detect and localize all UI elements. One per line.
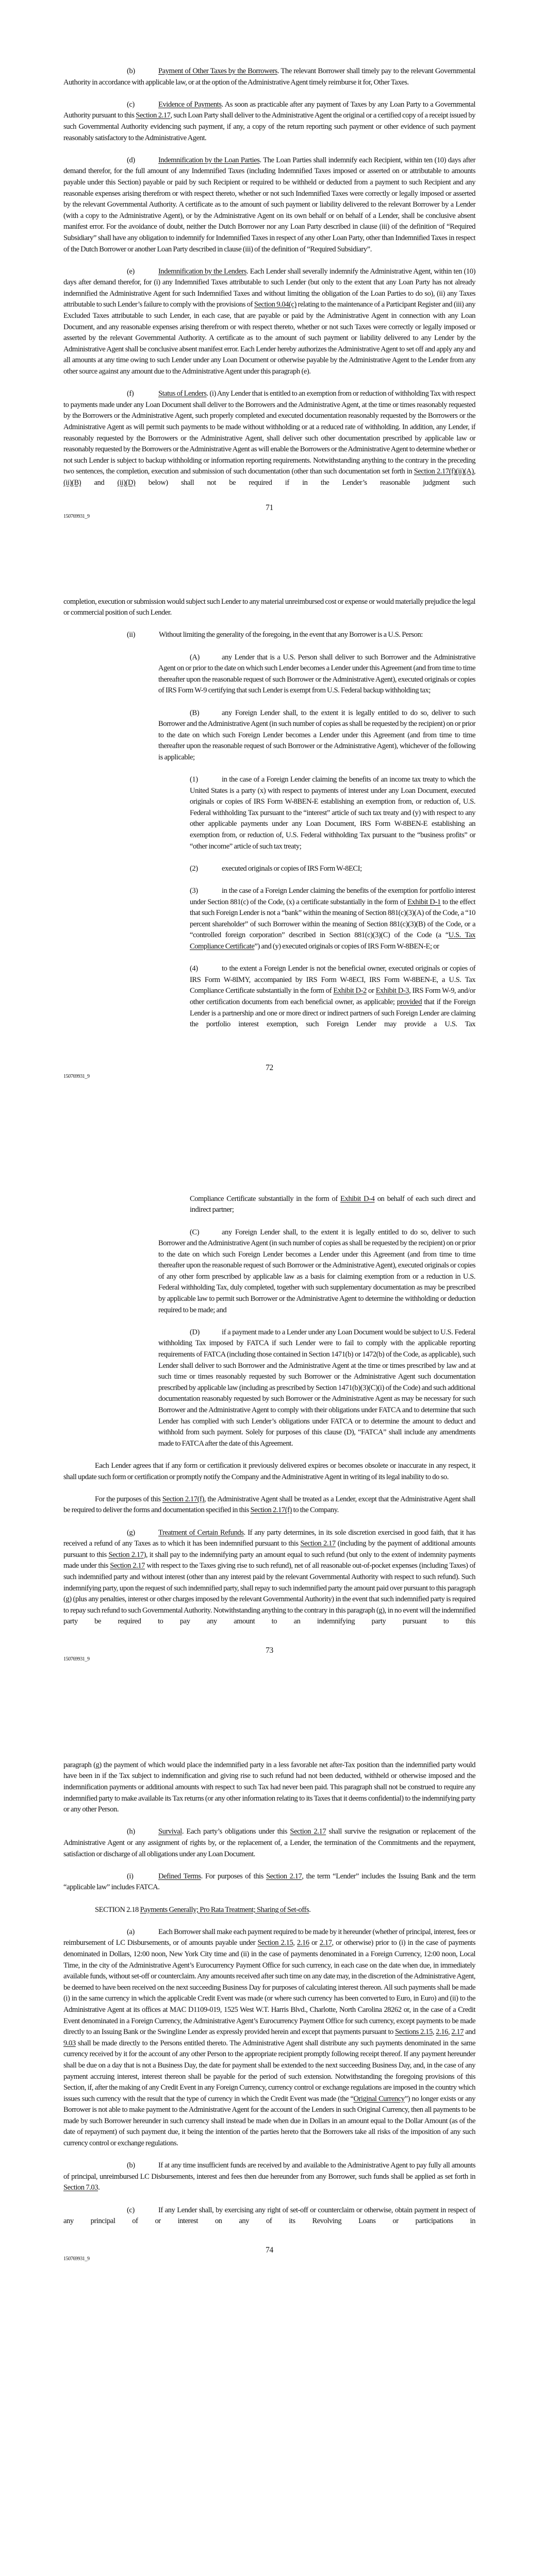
- text-run: ”) and (y) executed originals or copies of IRS Form W-8BEN-E; or: [254, 942, 439, 951]
- cross-reference: Section 2.17: [136, 111, 171, 120]
- paragraph-label: (1): [190, 775, 198, 784]
- cross-reference: 2.17: [451, 2028, 464, 2037]
- paragraph: [190, 774, 475, 852]
- text-run: Each Lender agrees that if any form or certification it previously delivered expires or becomes obsolete or inaccurate in any respect, it shall update such form or certification or promptly notify the Company and the Administrative Agent in writing of its legal inability to do so.: [63, 1461, 475, 1481]
- text-run: or: [309, 1939, 320, 1947]
- paragraph-label: (h): [127, 1827, 135, 1836]
- text-run: below) shall not be required if in the Lender’s reasonable judgment such: [135, 478, 475, 487]
- cross-reference: 2.17: [319, 1939, 332, 1947]
- paragraph-label: (3): [190, 887, 198, 895]
- cross-reference: Section 2.17: [108, 1550, 144, 1559]
- text-run: Each Borrower shall make each payment required to be made by it hereunder (whether of principal, interest, fees or reimbursement of LC Disbursements, or of amounts payable under: [63, 1927, 475, 1947]
- paragraph: [63, 99, 475, 144]
- document-id: 150769931_9: [63, 513, 90, 519]
- text-run: relating to the maintenance of a Participant Register and (iii) any Excluded Taxes attributable to such Lender, in each case, that are payable or paid by the Administrative Agent in connection with any Loan Document, and any reasonable expenses arising therefrom or with respect thereto, whether or not such Taxes were correctly or legally imposed or asserted by the relevant Governmental Authority. A certificate as to the amount of such payment or liability delivered to any Lender by the Administrative Agent shall be conclusive absent manifest error. Each Lender hereby authorizes the Administrative Agent to set off and apply any and all amounts at any time owing to such Lender under any Loan Document or otherwise payable by the Administrative Agent to the Lender from any other source against any amount due to the Administrative Agent under this paragraph (e).: [63, 300, 475, 376]
- text-run: . As soon as practicable after any payment of Taxes by any Loan Party to a Governmental Authority pursuant to this: [63, 100, 475, 120]
- text-run: For the purposes of this: [95, 1495, 162, 1503]
- cross-reference: Section 2.15: [257, 1939, 293, 1947]
- text-run: that if the Foreign Lender is a partnership and one or more direct or indirect partners of such Foreign Lender are claiming the portfolio interest exemption, such Foreign Lender may provide a U.S. Tax: [190, 997, 475, 1029]
- paragraph: [63, 1494, 475, 1516]
- page-number: 72: [266, 1063, 273, 1072]
- page: [0, 1662, 544, 2282]
- paragraph: [63, 1461, 475, 1483]
- paragraph: [158, 652, 475, 697]
- document-id: 150769931_9: [63, 1073, 90, 1079]
- cross-reference: Treatment of Certain Refunds: [158, 1528, 244, 1537]
- text-run: to the extent a Foreign Lender is not the beneficial owner, executed originals or copies of IRS Form W-8IMY, accompanied by IRS Form W-8ECI, IRS Form W-8BEN-E, a U.S. Tax Compliance Certificate substantially in the form of: [190, 964, 475, 995]
- text-run: , the term “Lender” includes the Issuing Bank and the term “applicable law” includes FATCA.: [63, 1872, 475, 1892]
- text-run: (including by the payment of additional amounts pursuant to this: [63, 1539, 475, 1559]
- paragraph-label: (i): [127, 1872, 134, 1880]
- paragraph: [158, 1327, 475, 1450]
- paragraph-label: (c): [127, 100, 135, 109]
- page-body: [63, 1760, 475, 2227]
- document-id: 150769931_9: [63, 1656, 90, 1662]
- text-run: . For purposes of this: [201, 1872, 266, 1880]
- text-run: and: [81, 478, 118, 487]
- paragraph-label: (b): [127, 2161, 135, 2170]
- section-heading: [63, 1905, 475, 1916]
- paragraph: [158, 1227, 475, 1316]
- paragraph-label: (b): [127, 67, 135, 75]
- cross-reference: Exhibit D-1: [407, 897, 441, 906]
- paragraph-label: (a): [127, 1927, 135, 1936]
- paragraph-label: (f): [127, 389, 134, 398]
- cross-reference: provided: [397, 997, 422, 1006]
- text-run: ”) no longer exists or any Borrower is not able to make payment to the Administrative Agent for the account of the Lenders in such Original Currency, then all payments to be made by such Borrower hereunder in such currency shall instead be made when due in Dollars in an amount equal to the Dollar Amount (as of the date of repayment) of such payment due, it being the intention of the parties hereto that the Borrowers take all risks of the imposition of any such currency control or exchange regulations.: [63, 2094, 475, 2148]
- cross-reference: U.S. Tax Compliance Certificate: [190, 931, 475, 951]
- text-run: Compliance Certificate substantially in the form of: [190, 1194, 341, 1203]
- paragraph-label: (C): [190, 1228, 200, 1236]
- text-run: shall survive the resignation or replacement of the Administrative Agent or any assignment of rights by, or the replacement of, a Lender, the termination of the Commitments and the repayment, satisfaction or discharge of all obligations under any Loan Document.: [63, 1827, 476, 1858]
- page-body: [63, 66, 475, 489]
- paragraph: [158, 708, 475, 764]
- text-run: and: [464, 2028, 475, 2037]
- cross-reference: Defined Terms: [158, 1872, 201, 1880]
- cross-reference: 2.16: [436, 2028, 448, 2037]
- paragraph: [63, 2205, 475, 2227]
- cross-reference: Section 9.04(c): [254, 300, 296, 309]
- text-run: If at any time insufficient funds are received by and available to the Administrative Agent to pay fully all amounts of principal, unreimbursed LC Disbursements, interest and fees then due hereunder from any Borrower, such funds shall be applied as set forth in: [63, 2161, 475, 2181]
- text-run: .: [98, 2183, 100, 2192]
- text-run: ,: [448, 2028, 452, 2037]
- page-number: 74: [266, 2245, 273, 2255]
- cross-reference: Indemnification by the Loan Parties: [158, 156, 260, 164]
- cross-reference: Sections 2.15: [395, 2028, 433, 2037]
- cross-reference: Section 2.17: [266, 1872, 302, 1880]
- paragraph-label: (c): [127, 2206, 135, 2214]
- text-run: . Each Lender shall severally indemnify the Administrative Agent, within ten (10) days after demand therefor, for (i) any Indemnified Taxes attributable to such Lender (but only to the extent that any Loan Party has not already indemnified the Administrative Agent for such Indemnified Taxes and without limiting the obligation of the Loan Parties to do so), (ii) any Taxes attributable to such Lender’s failure to comply with the provisions of: [63, 267, 476, 309]
- page-body: [63, 597, 475, 1030]
- text-run: . (i) Any Lender that is entitled to an exemption from or reduction of withholding Tax with respect to payments made under any Loan Document shall deliver to the Borrowers and the Administrative Agent, at the time or times reasonably requested by the Borrowers or the Administrative Agent, such properly completed and executed documentation reasonably requested by the Borrowers or the Administrative Agent as will permit such payments to be made without withholding or at a reduced rate of withholding. In addition, any Lender, if reasonably requested by the Borrowers or the Administrative Agent, shall deliver such other documentation prescribed by applicable law or reasonably requested by the Borrowers or the Administrative Agent as will enable the Borrowers or the Administrative Agent to determine whether or not such Lender is subject to backup withholding or information reporting requirements. Notwithstanding anything to the contrary in the preceding two sentences, the completion, execution and submission of such documentation (other than such documentation set forth in: [63, 389, 475, 476]
- page: [0, 1079, 544, 1662]
- text-run: paragraph (g) the payment of which would place the indemnified party in a less favorable net after-Tax position than the indemnified party would have been in if the Tax subject to indemnification and giving rise to such refund had not been deducted, withheld or otherwise imposed and the indemnification payments or additional amounts with respect to such Tax had never been paid. This paragraph shall not be construed to require any indemnified party to make available its Tax returns (or any other information relating to its Taxes that it deems confidential) to the indemnifying party or any other Person.: [63, 1760, 475, 1814]
- page-footer: [63, 1646, 475, 1662]
- paragraph: [190, 963, 475, 1030]
- cross-reference: Section 2.17: [110, 1562, 145, 1570]
- text-run: If any Lender shall, by exercising any right of set-off or counterclaim or otherwise, obtain payment in respect of any principal of or interest on any of its Revolving Loans or participations in: [63, 2206, 475, 2226]
- text-run: Without limiting the generality of the foregoing, in the event that any Borrower is a U.S. Person:: [159, 631, 423, 639]
- paragraph: [63, 1927, 475, 2149]
- paragraph-label: (g): [127, 1528, 135, 1537]
- paragraph: [63, 1760, 475, 1816]
- paragraph-label: (4): [190, 964, 198, 973]
- text-run: in the case of a Foreign Lender claiming the benefits of an income tax treaty to which the United States is a party (x) with respect to payments of interest under any Loan Document, executed originals or copies of IRS Form W-8BEN-E establishing an exemption from, or reduction of, U.S. Federal withholding Tax pursuant to the “interest” article of such tax treaty and (y) with respect to any other applicable payments under any Loan Document, IRS Form W-8BEN-E establishing an exemption from, or reduction of, U.S. Federal withholding Tax pursuant to the “business profits” or “other income” article of such tax treaty;: [190, 775, 475, 851]
- page: [0, 0, 544, 519]
- paragraph-label: (B): [190, 708, 200, 717]
- text-run: any Lender that is a U.S. Person shall deliver to such Borrower and the Administrative Agent on or prior to the date on which such Lender becomes a Lender under this Agreement (and from time to time thereafter upon the reasonable request of such Borrower or the Administrative Agent), executed originals or copies of IRS Form W-9 certifying that such Lender is exempt from U.S. Federal backup withholding tax;: [158, 653, 475, 695]
- text-run: ,: [432, 2028, 436, 2037]
- page-footer: [63, 503, 475, 519]
- cross-reference: 2.16: [296, 1939, 309, 1947]
- text-run: or: [366, 987, 376, 995]
- paragraph: [190, 1194, 475, 1216]
- cross-reference: Indemnification by the Lenders: [158, 267, 247, 276]
- text-run: with respect to the Taxes giving rise to such refund), net of all reasonable out-of-pocket expenses (including Taxes) of such indemnified party and without interest (other than any interest paid by the relevant Governmental Authority with respect to such refund). Such indemnifying party, upon the request of such indemnified party, shall repay to such indemnified party the amount paid over pursuant to this paragraph (g) (plus any penalties, interest or other charges imposed by the relevant Governmental Authority) in the event that such indemnified party is required to repay such refund to such Governmental Authority. Notwithstanding anything to the contrary in this paragraph (g), in no event will the indemnified party be required to pay any amount to an indemnifying party pursuant to this: [63, 1562, 475, 1626]
- text-run: shall be made directly to the Persons entitled thereto. The Administrative Agent shall distribute any such payments denominated in the same currency received by it for the account of any other Person to the appropriate recipient promptly following receipt thereof. If any payment hereunder shall be due on a day that is not a Business Day, the date for payment shall be extended to the next succeeding Business Day, and, in the case of any payment accruing interest, interest thereon shall be payable for the period of such extension. Notwithstanding the foregoing provisions of this Section, if, after the making of any Credit Event in any Foreign Currency, currency control or exchange regulations are imposed in the country which issues such currency with the result that the type of currency in which the Credit Event was made (the “: [63, 2039, 475, 2103]
- text-run: any Foreign Lender shall, to the extent it is legally entitled to do so, deliver to such Borrower and the Administrative Agent (in such number of copies as shall be requested by the recipient) on or prior to the date on which such Foreign Lender becomes a Lender under this Agreement (and from time to time thereafter upon the reasonable request of such Borrower or the Administrative Agent), executed originals or copies of any other form prescribed by applicable law as a basis for claiming exemption from or a reduction in U.S. Federal withholding Tax, duly completed, together with such supplementary documentation as may be prescribed by applicable law to permit such Borrower or the Administrative Agent to determine the withholding or deduction required to be made; and: [158, 1228, 475, 1314]
- paragraph: [63, 266, 475, 378]
- cross-reference: Original Currency: [353, 2094, 405, 2103]
- paragraph: [95, 630, 475, 641]
- cross-reference: Section 2.17(f)(ii)(A): [414, 467, 474, 476]
- page-footer: [63, 1063, 475, 1079]
- text-run: to the Company.: [291, 1506, 339, 1515]
- text-run: completion, execution or submission would subject such Lender to any material unreimbursed cost or expense or would materially prejudice the legal or commercial position of such Lender.: [63, 597, 475, 617]
- paragraph: [63, 597, 475, 619]
- paragraph-label: (D): [190, 1328, 200, 1336]
- cross-reference: Section 2.17: [290, 1827, 326, 1836]
- text-run: in the case of a Foreign Lender claiming the benefits of the exemption for portfolio interest under Section 881(c) of the Code, (x) a certificate substantially in the form of: [190, 887, 475, 906]
- cross-reference: Payment of Other Taxes by the Borrowers: [158, 67, 277, 75]
- cross-reference: Status of Lenders: [158, 389, 207, 398]
- paragraph: [63, 155, 475, 255]
- text-run: ), it shall pay to the indemnifying party an amount equal to such refund (but only to the extent of indemnity payments made under this: [63, 1550, 475, 1570]
- paragraph-label: (A): [190, 653, 200, 662]
- cross-reference: Section 2.17: [300, 1539, 336, 1548]
- cross-reference: Evidence of Payments: [158, 100, 222, 109]
- paragraph: [63, 1528, 475, 1628]
- paragraph: [63, 388, 475, 488]
- cross-reference: Section 2.17(f): [162, 1495, 204, 1503]
- cross-reference: 9.03: [63, 2039, 76, 2047]
- paragraph: [63, 66, 475, 88]
- page-number: 71: [266, 503, 273, 512]
- page-body: [63, 1194, 475, 1628]
- text-run: . The Loan Parties shall indemnify each Recipient, within ten (10) days after demand therefor, for the full amount of any Indemnified Taxes (including Indemnified Taxes imposed or asserted on or attributable to amounts payable under this Section) payable or paid by such Recipient or required to be withheld or deducted from a payment to such Recipient and any reasonable expenses arising therefrom or with respect thereto, whether or not such Indemnified Taxes were correctly or legally imposed or asserted by the relevant Governmental Authority. A certificate as to the amount of such payment or liability delivered to the relevant Borrower by a Lender (with a copy to the Administrative Agent), or by the Administrative Agent on its own behalf or on behalf of a Lender, shall be conclusive absent manifest error. For the avoidance of doubt, neither the Dutch Borrower nor any Loan Party described in clause (iii) of the definition of “Required Subsidiary” shall have any obligation to indemnify for Indemnified Taxes in respect of any other Loan Party, other than Indemnified Taxes in respect of the Dutch Borrower or another Loan Party described in clause (iii) of the definition of “Required Subsidiary”.: [63, 156, 475, 253]
- text-run: . Each party’s obligations under this: [182, 1827, 290, 1836]
- cross-reference: Section 7.03: [63, 2183, 98, 2192]
- text-run: on behalf of each such direct and indirect partner;: [190, 1194, 475, 1214]
- cross-reference: (ii)(B): [63, 478, 81, 487]
- cross-reference: Exhibit D-2: [333, 987, 367, 995]
- paragraph: [190, 886, 475, 953]
- paragraph: [190, 863, 475, 875]
- paragraph-label: (e): [127, 267, 135, 276]
- text-run: to the effect that such Foreign Lender is not a “bank” within the meaning of Section 881(c)(3)(A) of the Code, a “10 percent shareholder” of such Borrower within the meaning of Section 881(c)(3)(B) of the Code, or a “controlled foreign corporation” described in Section 881(c)(3)(C) of the Code (a “: [190, 897, 475, 940]
- paragraph: [63, 1826, 475, 1860]
- document-id: 150769931_9: [63, 2256, 90, 2262]
- text-run: SECTION 2.18: [95, 1905, 140, 1914]
- paragraph: [63, 2160, 475, 2194]
- page-number: 73: [266, 1646, 273, 1655]
- text-run: . The relevant Borrower shall timely pay to the relevant Governmental Authority in accordance with applicable law, or at the option of the Administrative Agent timely reimburse it for, Other Taxes.: [63, 67, 475, 87]
- text-run: , IRS Form W-9, and/or other certification documents from each beneficial owner, as applicable;: [190, 987, 475, 1006]
- text-run: ,: [293, 1939, 297, 1947]
- cross-reference: Section 2.17(f): [250, 1506, 292, 1515]
- cross-reference: Exhibit D-3: [375, 987, 409, 995]
- paragraph: [63, 1871, 475, 1893]
- paragraph-label: (ii): [127, 631, 136, 639]
- paragraph-label: (d): [127, 156, 135, 164]
- page-footer: [63, 2246, 475, 2282]
- cross-reference: Payments Generally; Pro Rata Treatment; Sharing of Set-offs: [140, 1905, 309, 1914]
- text-run: , or otherwise) prior to (i) in the case of payments denominated in Dollars, 12:00 noon, New York City time and (ii) in the case of payments denominated in a Foreign Currency, 12:00 noon, Local Time, in the city of the Administrative Agent’s Eurocurrency Payment Office for such currency, in each case on the date when due, in immediately available funds, without set-off or counterclaim. Any amounts received after such time on any date may, in the discretion of the Administrative Agent, be deemed to have been received on the next succeeding Business Day for purposes of calculating interest thereon. All such payments shall be made (i) in the same currency in which the applicable Credit Event was made (or where such currency has been converted to Euro, in Euro) and (ii) to the Administrative Agent at its offices at MAC D1109-019, 1525 West W.T. Harris Blvd., Charlotte, North Carolina 28262 or, in the case of a Credit Event denominated in a Foreign Currency, the Administrative Agent’s Eurocurrency Payment Office for such currency, except payments to be made directly to an Issuing Bank or the Swingline Lender as expressly provided herein and except that payments pursuant to: [63, 1939, 476, 2037]
- cross-reference: Exhibit D-4: [340, 1194, 375, 1203]
- text-run: ,: [473, 467, 476, 476]
- text-run: if a payment made to a Lender under any Loan Document would be subject to U.S. Federal withholding Tax imposed by FATCA if such Lender were to fail to comply with the applicable reporting requirements of FATCA (including those contained in Section 1471(b) or 1472(b) of the Code, as applicable), such Lender shall deliver to such Borrower and the Administrative Agent at the time or times prescribed by law and at such time or times reasonably requested by such Borrower or the Administrative Agent such documentation prescribed by applicable law (including as prescribed by Section 1471(b)(3)(C)(i) of the Code) and such additional documentation reasonably requested by such Borrower or the Administrative Agent as may be necessary for such Borrower and the Administrative Agent to comply with their obligations under FATCA and to determine that such Lender has complied with such Lender’s obligations under FATCA or to determine the amount to deduct and withhold from such payment. Solely for purposes of this clause (D), “FATCA” shall include any amendments made to FATCA after the date of this Agreement.: [158, 1328, 475, 1448]
- paragraph-label: (2): [190, 864, 198, 873]
- text-run: . If any party determines, in its sole discretion exercised in good faith, that it has received a refund of any Taxes as to which it has been indemnified pursuant to this: [63, 1528, 475, 1548]
- page: [0, 519, 544, 1079]
- text-run: , such Loan Party shall deliver to the Administrative Agent the original or a certified copy of a receipt issued by such Governmental Authority evidencing such payment, if any, a copy of the return reporting such payment or other evidence of such payment reasonably satisfactory to the Administrative Agent.: [63, 111, 475, 142]
- text-run: executed originals or copies of IRS Form W-8ECI;: [222, 864, 362, 873]
- text-run: , the Administrative Agent shall be treated as a Lender, except that the Administrative Agent shall be required to deliver the forms and documentation specified in this: [63, 1495, 475, 1515]
- cross-reference: (ii)(D): [117, 478, 136, 487]
- cross-reference: Survival: [158, 1827, 182, 1836]
- text-run: any Foreign Lender shall, to the extent it is legally entitled to do so, deliver to such Borrower and the Administrative Agent (in such number of copies as shall be requested by the recipient) on or prior to the date on which such Foreign Lender becomes a Lender under this Agreement (and from time to time thereafter upon the reasonable request of such Borrower or the Administrative Agent), whichever of the following is applicable;: [158, 708, 475, 761]
- text-run: .: [309, 1905, 311, 1914]
